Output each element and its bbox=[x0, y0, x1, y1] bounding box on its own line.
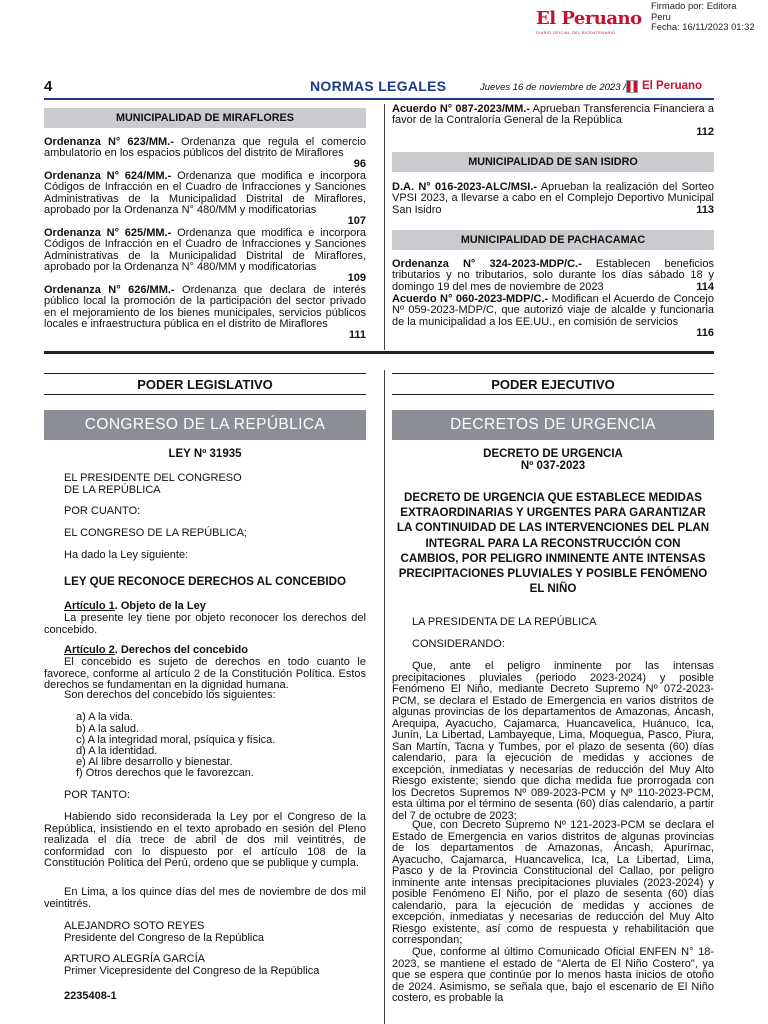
signatory-role: Presidente del Congreso de la República bbox=[64, 932, 264, 944]
du-title: DECRETO DE URGENCIA QUE ESTABLECE MEDIDAS EXTRAORDINARIAS Y URGENTES PARA GARANTIZAR LA CONTINUIDAD DE LAS INTERVENCIONES DEL PLAN INTEGRAL PARA LA RECONSTRUCCIÓN CON CAMBIOS, POR PELIGRO INMINENTE ANTE INTENSAS PRECIPITACIONES PLUVIALES Y POSIBLE FENÓMENO EL NIÑO bbox=[396, 491, 710, 596]
section-title-ejecutivo: PODER EJECUTIVO bbox=[392, 373, 714, 395]
law-number: LEY Nº 31935 bbox=[168, 448, 242, 460]
article-2-heading bbox=[64, 645, 364, 657]
reference-number: 2235408-1 bbox=[64, 990, 117, 1002]
signature-line: Fecha: 16/11/2023 01:32 bbox=[651, 21, 755, 32]
digital-signature bbox=[651, 1, 768, 33]
list-item: c) A la integridad moral, psíquica y física. bbox=[76, 734, 276, 746]
ha-dado: Ha dado la Ley siguiente: bbox=[64, 549, 189, 561]
summary-item bbox=[392, 104, 714, 127]
summary-item bbox=[392, 294, 714, 328]
summary-page bbox=[44, 216, 366, 227]
article-number: Artículo 2 bbox=[64, 644, 115, 656]
section-header-title: NORMAS LEGALES bbox=[310, 78, 447, 94]
article-title: . Derechos del concebido bbox=[114, 644, 248, 656]
summary-text: Aprueban la realización del Sorteo VPSI 2023, a llevarse a cabo en el Complejo Deportivo Municipal San Isidro bbox=[392, 181, 714, 216]
summary-code: Acuerdo N° 087-2023/MM.- bbox=[392, 103, 530, 115]
summary-text: Ordenanza que modifica e incorpora Códigos de Infracción en el Cuadro de Infracciones y Sanciones Administrativas de la Municipalidad Distrital de Miraflores, aprobado por la Ordenanza N° 480/MM y modificatorias bbox=[44, 227, 366, 274]
por-tanto: POR TANTO: bbox=[64, 789, 131, 801]
header-brand: El Peruano bbox=[642, 80, 703, 92]
column-divider bbox=[384, 370, 385, 1024]
page-ref: 116 bbox=[696, 327, 714, 339]
summary-text: Modifican el Acuerdo de Concejo Nº 059-2023-MDP/C, que autorizó viaje de alcalde y funcionaria de la municipalidad a los EE.UU., en comisión de servicios bbox=[392, 293, 714, 328]
article-2-text: Son derechos del concebido los siguientes: bbox=[64, 689, 276, 701]
issue-date: Jueves 16 de noviembre de 2023 / bbox=[480, 82, 626, 93]
considerando-paragraph: Que, conforme al último Comunicado Oficial ENFEN N° 18-2023, se mantiene el estado de "Alerta de El Niño Costero", ya que se espera que continúe por lo menos hasta inicios de otoño de 2024. Asimismo, se señala que, bajo el escenario de El Niño costero, es probable la bbox=[392, 946, 714, 1004]
considerando: CONSIDERANDO: bbox=[412, 638, 505, 650]
summary-bottom-rule bbox=[44, 351, 714, 354]
signatory-name: ALEJANDRO SOTO REYES bbox=[64, 920, 205, 932]
presidente-line: DE LA REPÚBLICA bbox=[64, 484, 161, 496]
band-san-isidro: MUNICIPALIDAD DE SAN ISIDRO bbox=[392, 152, 714, 172]
lima-paragraph: En Lima, a los quince días del mes de noviembre de dos mil veintitrés. bbox=[44, 886, 366, 910]
signature-line: Firmado por: Editora bbox=[651, 0, 737, 11]
signatory-name: ARTURO ALEGRÍA GARCÍA bbox=[64, 953, 206, 965]
por-cuanto: POR CUANTO: bbox=[64, 505, 141, 517]
article-title: . Objeto de la Ley bbox=[114, 600, 206, 612]
band-pachacamac: MUNICIPALIDAD DE PACHACAMAC bbox=[392, 230, 714, 250]
page-ref: 107 bbox=[347, 215, 366, 227]
signature-line: Peru bbox=[651, 10, 671, 22]
summary-item bbox=[44, 137, 366, 160]
summary-text: Establecen beneficios tributarios y no tributarios, solo durante los días sábado 18 y domingo 19 del mes de noviembre de 2023 bbox=[392, 258, 714, 293]
logo-subtitle: DIARIO OFICIAL DEL BICENTENARIO bbox=[536, 30, 616, 35]
summary-code: Ordenanza N° 625/MM.- bbox=[44, 227, 172, 239]
summary-code: Ordenanza N° 623/MM.- bbox=[44, 136, 174, 148]
band-miraflores: MUNICIPALIDAD DE MIRAFLORES bbox=[44, 108, 366, 128]
summary-page bbox=[392, 205, 714, 216]
du-heading: DECRETO DE URGENCIA bbox=[483, 448, 623, 460]
summary-page bbox=[392, 127, 714, 138]
list-item: a) A la vida. bbox=[76, 711, 133, 723]
summary-code: Ordenanza N° 624/MM.- bbox=[44, 170, 172, 182]
signatory-role: Primer Vicepresidente del Congreso de la República bbox=[64, 965, 320, 977]
summary-code: Ordenanza N° 324-2023-MDP/C.- bbox=[392, 258, 582, 270]
article-1-text: La presente ley tiene por objeto reconocer los derechos del concebido. bbox=[44, 612, 366, 636]
summary-code: D.A. N° 016-2023-ALC/MSI.- bbox=[392, 181, 538, 193]
summary-text: Ordenanza que regula el comercio ambulatorio en los espacios públicos del distrito de Miraflores bbox=[44, 136, 366, 160]
list-item: d) A la identidad. bbox=[76, 745, 158, 757]
list-item: e) Al libre desarrollo y bienestar. bbox=[76, 756, 233, 768]
article-2-text: El concebido es sujeto de derechos en todo cuanto le favorece, conforme al artículo 2 de la Constitución Política. Estos derechos se fundamentan en la dignidad humana. bbox=[44, 656, 366, 691]
page-ref: 112 bbox=[696, 126, 714, 138]
page-number: 4 bbox=[44, 78, 53, 95]
presidente-line: EL PRESIDENTE DEL CONGRESO bbox=[64, 472, 242, 484]
summary-item bbox=[44, 285, 366, 331]
du-number: Nº 037-2023 bbox=[520, 460, 586, 472]
summary-code: Acuerdo N° 060-2023-MDP/C.- bbox=[392, 293, 549, 305]
summary-item bbox=[44, 228, 366, 274]
page-ref: 114 bbox=[696, 281, 714, 293]
presidenta-line: LA PRESIDENTA DE LA REPÚBLICA bbox=[412, 616, 597, 628]
logo-text: El Peruano bbox=[536, 8, 642, 29]
article-1-heading bbox=[64, 601, 364, 613]
considerando-paragraph: Que, con Decreto Supremo Nº 121-2023-PCM se declara el Estado de Emergencia en varios distritos de algunas provincias de los departamentos de Amazonas, Áncash, Apurímac, Ayacucho, Cajamarca, Huancavelica, Ica, La Libertad, Lima, Pasco y de la Provincia Constitucional del Callao, por peligro inminente ante intensas precipitaciones pluviales (2023-2024) y posible Fenómeno El Niño, por el plazo de sesenta (60) días calendario, para la ejecución de medidas y acciones de excepción, inmediatas y necesarias de reducción del Muy Alto Riesgo existente, así como de respuesta y rehabilitación que correspondan; bbox=[392, 819, 714, 946]
decretos-title: DECRETOS DE URGENCIA bbox=[392, 410, 714, 440]
article-number: Artículo 1 bbox=[64, 600, 115, 612]
law-title: LEY QUE RECONOCE DERECHOS AL CONCEBIDO bbox=[64, 575, 346, 588]
page-ref: 111 bbox=[348, 329, 366, 341]
el-peruano-logo bbox=[536, 8, 646, 36]
peru-flag-icon bbox=[626, 80, 638, 93]
congreso-line: EL CONGRESO DE LA REPÚBLICA; bbox=[64, 527, 247, 539]
summary-text: Ordenanza que declara de interés público local la promoción de la participación del sector privado en el mejoramiento de los bienes municipales, servicios públicos locales e infraestructura pública en el distrito de Miraflores bbox=[44, 284, 366, 331]
section-title-legislativo: PODER LEGISLATIVO bbox=[44, 373, 366, 395]
page-ref: 109 bbox=[347, 272, 366, 284]
summary-text: Ordenanza que modifica e incorpora Códigos de Infracción en el Cuadro de Infracciones y Sanciones Administrativas de la Municipalidad Distrital de Miraflores, aprobado por la Ordenanza N° 480/MM y modificatorias bbox=[44, 170, 366, 217]
summary-page bbox=[44, 330, 366, 341]
considerando-paragraph: Que, ante el peligro inminente por las intensas precipitaciones pluviales (periodo 2023-2024) y posible Fenómeno El Niño, mediante Decreto Supremo Nº 072-2023-PCM, se declara el Estado de Emergencia en varios distritos de algunas provincias de los departamentos de Amazonas, Áncash, Arequipa, Ayacucho, Cajamarca, Huancavelica, Huánuco, Ica, Junín, La Libertad, Lambayeque, Lima, Moquegua, Pasco, Piura, San Martín, Tacna y Tumbes, por el plazo de sesenta (60) días calendario, para la ejecución de medidas y acciones de excepción, inmediatas y necesarias de reducción del Muy Alto Riesgo existente; siendo que dicha medida fue prorrogada con los Decretos Supremos Nº 089-2023-PCM y Nº 110-2023-PCM, esta última por el término de sesenta (60) días calendario, a partir del 7 de octubre de 2023; bbox=[392, 660, 714, 822]
page-ref: 113 bbox=[696, 204, 714, 216]
header-rule bbox=[44, 98, 714, 100]
summary-text: Aprueban Transferencia Financiera a favor de la Contraloría General de la República bbox=[392, 103, 714, 127]
summary-page bbox=[392, 282, 714, 293]
reconsidered-paragraph: Habiendo sido reconsiderada la Ley por el Congreso de la República, insistiendo en el texto aprobado en sesión del Pleno realizada el día trece de abril de dos mil veintitrés, de conformidad con lo dispuesto por el artículo 108 de la Constitución Política del Perú, ordeno que se publique y cumpla. bbox=[44, 811, 366, 869]
list-item: b) A la salud. bbox=[76, 723, 139, 735]
congreso-title: CONGRESO DE LA REPÚBLICA bbox=[44, 410, 366, 440]
list-item: f) Otros derechos que le favorezcan. bbox=[76, 767, 254, 779]
summary-page bbox=[392, 328, 714, 339]
summary-item bbox=[44, 171, 366, 217]
summary-page bbox=[44, 273, 366, 284]
masthead bbox=[0, 0, 768, 40]
column-divider bbox=[384, 104, 385, 350]
summary-code: Ordenanza N° 626/MM.- bbox=[44, 284, 175, 296]
page-ref: 96 bbox=[353, 158, 366, 170]
summary-page bbox=[44, 159, 366, 170]
